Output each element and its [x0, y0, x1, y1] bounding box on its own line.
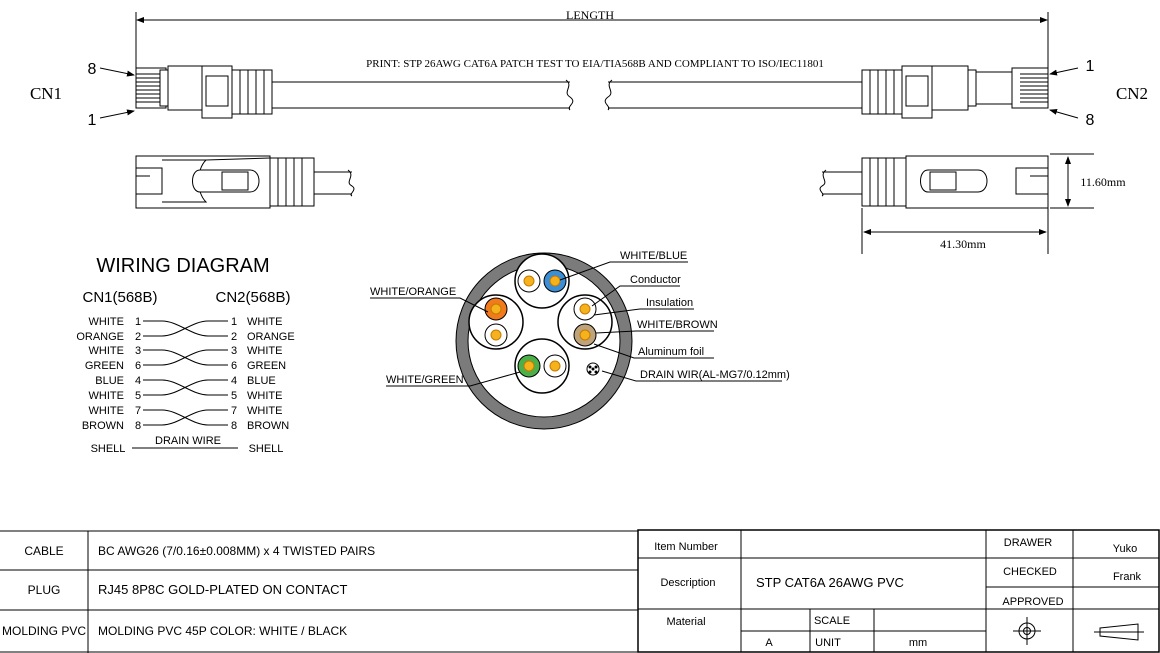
wiring-left-color: WHITE [88, 345, 124, 357]
wiring-right-pin: 1 [230, 316, 238, 328]
wiring-left-pin: 7 [134, 405, 142, 417]
material-label: Material [666, 616, 706, 628]
drain-wire-spec-label: DRAIN WIR(AL-MG7/0.12mm) [640, 369, 790, 381]
wiring-left-pin: 3 [134, 345, 142, 357]
cn2-label: CN2 [1115, 84, 1149, 103]
cn2-top-view [862, 66, 1048, 118]
wiring-right-color: BLUE [247, 375, 276, 387]
scale-label: SCALE [813, 615, 851, 627]
white-green-label: WHITE/GREEN [386, 374, 464, 386]
spec-value-cable: BC AWG26 (7/0.16±0.008MM) x 4 TWISTED PAIRS [98, 544, 376, 558]
wiring-left-pin: 2 [134, 331, 142, 343]
drain-wire-label: DRAIN WIRE [155, 435, 221, 447]
spec-label-cable: CABLE [24, 544, 64, 558]
unit-value: mm [908, 637, 928, 649]
shell-right-label: SHELL [248, 443, 284, 455]
drawer-label: DRAWER [1003, 537, 1053, 549]
approved-label: APPROVED [1002, 596, 1064, 608]
wiring-left-color: WHITE [88, 316, 124, 328]
wiring-right-color: WHITE [247, 316, 283, 328]
conductor-label: Conductor [630, 274, 681, 286]
cn1-side-view [136, 156, 354, 208]
print-text: PRINT: STP 26AWG CAT6A PATCH TEST TO EIA/TIA568B AND COMPLIANT TO ISO/IEC11801 [366, 58, 824, 70]
description-value: STP CAT6A 26AWG PVC [756, 575, 904, 590]
wiring-right-pin: 5 [230, 390, 238, 402]
wiring-left-color: BLUE [95, 375, 124, 387]
wiring-left-color: GREEN [84, 360, 124, 372]
length-label: LENGTH [566, 8, 614, 22]
spec-label-plug: PLUG [27, 583, 61, 597]
white-brown-label: WHITE/BROWN [637, 319, 718, 331]
wiring-rows [76, 316, 294, 432]
spec-label-molding: MOLDING PVC [1, 624, 87, 638]
wiring-right-color: WHITE [247, 405, 283, 417]
dim-width-label: 41.30mm [940, 237, 986, 251]
cn2-pin-8-label: 8 [1085, 112, 1095, 129]
cn1-top-view [136, 66, 862, 118]
checked-value: Frank [1112, 571, 1142, 583]
wiring-right-color: WHITE [247, 390, 283, 402]
wiring-right-pin: 8 [230, 420, 238, 432]
cn1-568b-header: CN1(568B) [82, 289, 158, 306]
wiring-left-color: WHITE [88, 390, 124, 402]
wiring-left-pin: 6 [134, 360, 142, 372]
wiring-right-pin: 2 [230, 331, 238, 343]
wiring-right-pin: 3 [230, 345, 238, 357]
wiring-title: WIRING DIAGRAM [96, 255, 270, 277]
wiring-left-color: WHITE [88, 405, 124, 417]
spec-value-molding: MOLDING PVC 45P COLOR: WHITE / BLACK [98, 624, 348, 638]
checked-label: CHECKED [1003, 566, 1057, 578]
unit-label: UNIT [815, 637, 841, 649]
white-orange-label: WHITE/ORANGE [370, 286, 457, 298]
cn1-pin-8-label: 8 [87, 61, 97, 78]
wiring-right-color: BROWN [247, 420, 290, 432]
projection-target-icon [1013, 617, 1041, 645]
wiring-left-pin: 4 [134, 375, 142, 387]
wiring-left-pin: 1 [134, 316, 142, 328]
cn2-side-view [820, 156, 1048, 208]
aluminum-foil-label: Aluminum foil [638, 346, 705, 358]
wiring-right-pin: 7 [230, 405, 238, 417]
cable-cross-section [456, 253, 632, 429]
wiring-right-pin: 6 [230, 360, 238, 372]
dim-height-label: 11.60mm [1080, 175, 1126, 189]
wiring-right-color: GREEN [247, 360, 287, 372]
wiring-left-color: BROWN [81, 420, 124, 432]
cn1-pin-1-label: 1 [87, 112, 97, 129]
wiring-right-color: WHITE [247, 345, 283, 357]
wiring-right-pin: 4 [230, 375, 238, 387]
cn2-568b-header: CN2(568B) [215, 289, 291, 306]
wiring-right-color: ORANGE [247, 331, 295, 343]
projection-cone-icon [1094, 624, 1144, 640]
material-value: A [765, 637, 773, 649]
cn1-label: CN1 [29, 84, 63, 103]
description-label: Description [660, 577, 716, 589]
white-blue-label: WHITE/BLUE [620, 250, 688, 262]
spec-value-plug: RJ45 8P8C GOLD-PLATED ON CONTACT [98, 582, 348, 597]
wiring-left-color: ORANGE [76, 331, 124, 343]
wiring-left-pin: 5 [134, 390, 142, 402]
wiring-crossings [132, 321, 238, 448]
cn2-pin-1-label: 1 [1085, 58, 1095, 75]
wiring-left-pin: 8 [134, 420, 142, 432]
drawer-value: Yuko [1112, 543, 1138, 555]
insulation-label: Insulation [646, 297, 694, 309]
item-number-label: Item Number [654, 541, 718, 553]
shell-left-label: SHELL [90, 443, 126, 455]
